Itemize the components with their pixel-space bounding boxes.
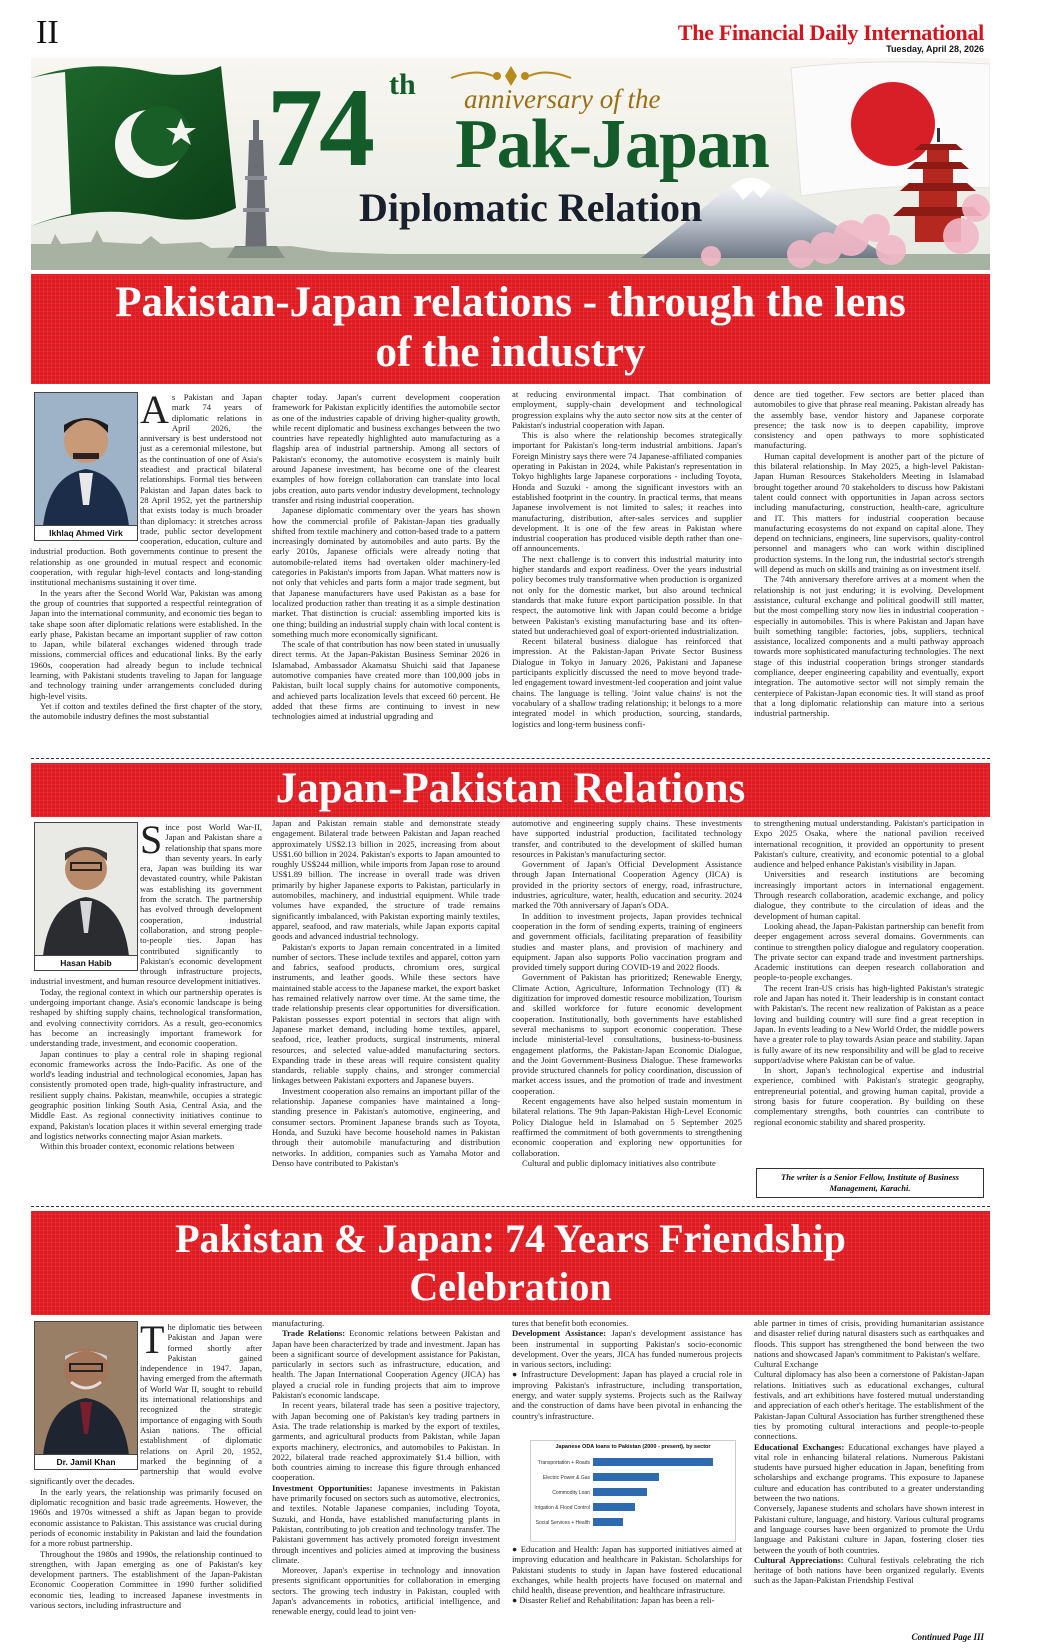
article3-headline-line1: Pakistan & Japan: 74 Years Friendship [175, 1216, 846, 1261]
article3-column3-bottom: ● Education and Health: Japan has supported initiatives aimed at improving education and healthcare in Pakistan. Scholarships for Pakistani students to study in Japan have fostered educational exchanges, while health projects have focused on maternal and child health, disease prevention, and healthcare infrastructure. ● Disaster Relief and Rehabilitation: Japan has been a reli- [512, 1544, 742, 1606]
article1-headline [31, 274, 990, 384]
dropcap: T [140, 1322, 165, 1362]
article1-column2: chapter today. Japan's current development cooperation framework for Pakistan explicitly identifies the automobile sector as one of the industries capable of driving higher-quality growth, while recent diplomatic and business exchanges between the two countries have repeatedly highlighted auto manufacturing as a flagship area of industrial partnership. Among all sectors of Pakistan's economy, the automotive ecosystem is mainly built around Japanese investment, has become one of the clearest examples of how foreign collaboration can translate into local jobs creation, auto parts vendor industry development, technology transfer and rising industrial cooperation. Japanese diplomatic commentary over the years has shown how the commercial profile of Pakistan-Japan ties gradually shifted from textile machinery and cotton-based trade to a pattern increasingly dominated by automobiles and auto parts. By the early 2010s, Japanese officials were already noting that automobile-related items had overtaken older machinery-led categories in Pakistan's imports from Japan. What matters now is not only that vehicles and parts form a major trade segment, but that Japanese manufacturers have used Pakistan as a base for localized production rather than treating it as a simple destination market. That distinction is crucial: assembling imported kits is one thing; building an industrial supply chain with local content is something much more economically significant. The scale of that contribution has now been stated in unusually direct terms. At the Japan-Pakistan Business Seminar 2026 in Islamabad, Ambassador Akamatsu Shuichi said that Japanese automotive companies have created more than 100,000 jobs in Pakistan, built local supply chains for automotive components, and achieved parts localization levels that exceed 60 percent. He added that these firms are continuing to invest in new technologies aimed at industrial upgrading and [272, 392, 500, 722]
anniversary-suffix: th [389, 68, 416, 101]
article1-column1: As Pakistan and Japan mark 74 years of diplomatic relations in April 2026, the anniversary is best understood not just as a ceremonial milestone, but as the continuation of one of Asia's steadiest and practical bilateral relationships. Formal ties between Pakistan and Japan dates back to 28 April 1952, yet the partnership that exists today is much broader than diplomacy: it stretches across trade, public sector development cooperation, education, culture and industrial production. Both governments continue to present the relationship as one grounded in mutual respect and economic cooperation, with regular high-level contacts and long-standing institutional mechanisms sustaining it over time. In the years after the Second World War, Pakistan was among the group of countries that supported a respectful reintegration of Japan into the international community, and economic ties began to take shape soon after diplomatic relations were established. In the early phase, Pakistan became an important supplier of raw cotton to Japan, while bilateral exchanges widened through trade missions, commercial offices and educational links. By the early 1960s, cooperation had already begun to include technical learning, with Pakistani students traveling to Japan for language and technology training under arrangements concluded during high-level visits. Yet if cotton and textiles defined the first chapter of the story, the automobile industry defines the most substantial [30, 392, 262, 722]
chart-category-label: Transportation + Roads [537, 1460, 590, 1466]
chart-bar [593, 1503, 635, 1511]
chart-bar [593, 1473, 659, 1481]
article2-headline-text: Japan-Pakistan Relations [275, 765, 746, 812]
chart-category-label: Electric Power & Gas [542, 1475, 590, 1481]
japan-flag-icon [791, 62, 990, 196]
article1-headline-line1: Pakistan-Japan relations - through the lens [115, 279, 906, 326]
article2-column1: Since post World War-II, Japan and Pakistan share a relationship that spans more than seventy years. In early era, Japan was building its war devastated country, while Pakistan was establishing its government from the scratch. The partnership has evolved through development cooperation, industrial collaboration, and strong people-to-people ties. Japan has contributed significantly to Pakistan's economic development through infrastructure projects, industrial investment, and human resource development initiatives. Today, the regional context in which our partnership operates is undergoing important change. Asia's economic landscape is being reshaped by shifting supply chains, technological transformation, and evolving connectivity corridors. As a result, geo-economics has become an increasingly important framework for understanding trade, investment, and economic cooperation. Japan continues to play a central role in shaping regional economic frameworks across the Indo-Pacific. As one of the world's leading industrial and technological economies, Japan has consistently promoted open trade, high-quality infrastructure, and resilient supply chains. Pakistan, meanwhile, occupies a strategic geographic position linking South Asia, Central Asia, and the Middle East. As regional connectivity initiatives continue to expand, Pakistan's location places it within several emerging trade and logistics networks connecting major Asian markets. Within this broader context, economic relations between [30, 822, 262, 1152]
chart-category-label: Irrigation & Flood Control [534, 1505, 590, 1511]
anniversary-banner [31, 58, 990, 270]
author-name: Dr. Jamil Khan [35, 1454, 137, 1469]
article1-headline-line2: of the industry [375, 329, 646, 376]
article2-column2: Japan and Pakistan remain stable and demonstrate steady engagement. Bilateral trade between Pakistan and Japan reached approximately US$2.13 billion in 2025, increasing from about US$1.60 billion in 2024. Pakistan's exports to Japan amounted to roughly US$244 million, while imports from Japan rose to around US$1.89 billion. The increase in overall trade was driven primarily by higher Japanese exports to Pakistan, particularly in automobiles, machinery, and industrial equipment. While trade volumes have expanded, the structure of trade remains significantly imbalanced, with Pakistan exporting mainly textiles, apparel, seafood, and raw materials, while Japan exports capital goods and advanced industrial technology. Pakistan's exports to Japan remain concentrated in a limited number of sectors. These include textiles and apparel, cotton yarn and fabrics, seafood products, chromium ores, surgical instruments, and leather goods. While these sectors have maintained stable access to the Japanese market, the export basket has remained relatively narrow over time. At the same time, the trade relationship presents clear opportunities for diversification. Pakistan possesses export potential in sectors that align with Japanese market demand, including home textiles, apparel, seafood, rice, leather products, surgical instruments, mineral resources, and selected value-added manufacturing sectors. Expanding trade in these areas will require consistent quality standards, reliable supply chains, and stronger commercial linkages between Pakistani exporters and Japanese buyers. Investment cooperation also remains an important pillar of the relationship. Japanese companies have maintained a long-standing presence in Pakistan's automotive, engineering, and consumer sectors. Prominent Japanese brands such as Toyota, Honda, and Suzuki have become household names in Pakistan through their automobile manufacturing and distribution networks. In addition, companies such as Yamaha Motor and Denso have contributed to Pakistan's [272, 818, 500, 1168]
continued-note: Continued Page III [911, 1632, 984, 1642]
banner-line3: Diplomatic Relation [359, 185, 703, 230]
chart-svg [531, 1450, 735, 1536]
article1-column3: at reducing environmental impact. That combination of employment, supply-chain development and technological progression explains why the auto sector now sits at the center of Pakistan's industrial cooperation with Japan. This is also where the relationship becomes strategically important for Pakistan's long-term industrial ambitions. Japan's Foreign Ministry says there were 74 Japanese-affiliated companies operating in Pakistan in 2024, while Pakistan's representation in Tokyo highlights large Japanese corporations - including Toyota, Honda and Suzuki - among the significant investors with an established footprint in the country. In practical terms, that means Japanese involvement is not limited to sales; it reaches into manufacturing, distribution, after-sales services and supplier development. It is one of the few areas in Pakistan where industrial cooperation has produced visible depth rather than one-off announcements. The next challenge is to convert this industrial maturity into higher standards and export readiness. Over the years industrial policy becomes truly transformative when production is organized not only for the domestic market, but also around technical standards that make future export participation possible. In that respect, the automotive link with Japan could become a bridge between Pakistan's existing manufacturing base and its often-stated but underachieved goal of export-oriented industrialization. Recent bilateral business dialogue has reinforced that impression. At the Pakistan-Japan Private Sector Business Dialogue in Tokyo in January 2026, Pakistani and Japanese participants explicitly discussed the need to move beyond trade-led engagement toward investment-led cooperation and joint value chains. The language is telling. 'Joint value chains' is not the vocabulary of a shallow trading relationship; it belongs to a more integrated model in which production, sourcing, standards, logistics and long-term business confi- [512, 389, 742, 729]
writer-note: The writer is a Senior Fellow, Institute of Business Management, Karachi. [756, 1168, 984, 1198]
dropcap: A [140, 392, 169, 432]
chart-category-label: Social Services + Health [535, 1520, 590, 1526]
chart-bar [593, 1458, 713, 1466]
divider [31, 758, 990, 759]
chart-title: Japanese ODA loans to Pakistan (2000 - present), by sector [555, 1444, 711, 1450]
divider [31, 1206, 990, 1207]
oda-chart [530, 1440, 736, 1542]
article3-column4: able partner in times of crisis, providing humanitarian assistance and disaster relief during natural disasters such as earthquakes and floods. This support has strengthened the bond between the two nations and showcased Japan's commitment to Pakistan's welfare. Cultural Exchange Cultural diplomacy has also been a cornerstone of Pakistan-Japan relations. Initiatives such as educational exchanges, cultural festivals, and art exhibitions have fostered mutual understanding and appreciation of each other's heritage. The establishment of the Pakistan-Japan Cultural Association has further strengthened these ties by promoting cultural interactions and people-to-people connections. Educational Exchanges: Educational exchanges have played a vital role in enhancing bilateral relations. Numerous Pakistani students have pursued higher education in Japan, benefiting from scholarships and exchange programs. This exposure to Japanese culture and education has contributed to a greater understanding between the two nations. Conversely, Japanese students and scholars have shown interest in Pakistani culture, language, and history. Various cultural programs and language courses have been organized to promote the Urdu language and Pakistani culture in Japan, fostering closer ties between the youth of both countries. Cultural Appreciations: Cultural festivals celebrating the rich heritage of both nations have been organized regularly. Events such as the Japan-Pakistan Friendship Festival [754, 1318, 984, 1586]
article2-column4: to strengthening mutual understanding. Pakistan's participation in Expo 2025 Osaka, where the national pavilion received international recognition, it provided an opportunity to present Pakistan's culture, creativity, and economic potential to a global audience and helped enhance Pakistan's visibility in Japan. Universities and research institutions are becoming increasingly important actors in international engagement. Through research collaboration, academic exchange, and policy dialogue, they contribute to the circulation of ideas and the development of human capital. Looking ahead, the Japan-Pakistan partnership can benefit from deeper engagement across several domains. Governments can continue to strengthen policy dialogue and regulatory cooperation. The private sector can expand trade and investment partnerships. Academic institutions can deepen research collaboration and people-to-people exchanges. The recent Iran-US crisis has high-lighted Pakistan's strategic role and Japan has noted it. Their leadership is in constant contact with Pakistan's. The recent new realization of Pakistan as a peace loving and building country will sure find a great reception in Japan. In events leading to a New World Order, the middle powers have a greater role to play towards Asian peace and stability. Japan is fully aware of its new responsibility and will be glad to receive support/advise where Pakistan can be of value. In short, Japan's technological expertise and industrial experience, combined with Pakistan's strategic geography, entrepreneurial potential, and growing human capital, provide a strong basis for future cooperation. By building on these complementary strengths, both countries can contribute to regional economic stability and shared prosperity. [754, 818, 984, 1127]
newspaper-name: The Financial Daily International [677, 20, 984, 45]
banner-line1: anniversary of the [464, 84, 661, 114]
author-name: Hasan Habib [35, 955, 137, 970]
banner-line2: Pak-Japan [455, 106, 769, 183]
article2-column3: automotive and engineering supply chains. These investments have supported industrial production, facilitated technology transfer, and contributed to the development of skilled human resources in Pakistan's manufacturing sector. Government of Japan's Official Development Assistance through Japan International Cooperation Agency (JICA) is provided in the priority sectors of energy, road, infrastructure, industries, agriculture, water, health, education and security. 2024 marked the 70th anniversary of Japan's ODA. In addition to investment projects, Japan provides technical cooperation in the form of sending experts, training of engineers and government officials, facilitating preparation of feasibility studies and master plans, and provision of machinery and equipment. Japan also supports Polio vaccination program and provided timely support during COVID-19 and 2022 floods. Government of Pakistan has prioritized; Renewable Energy, Climate Action, Agriculture, Information Technology (IT) & digitization for improved domestic resource mobilization, Tourism and skilled workforce for future economic development cooperation. Institutionally, both governments have established several mechanisms to support economic cooperation. These include ministerial-level consultations, business-to-business engagement platforms, the Pakistan-Japan Economic Dialogue, and the Joint Government-Business Dialogue. These frameworks provide structured channels for policy coordination, discussion of market access issues, and the promotion of trade and investment cooperation. Recent engagements have also helped sustain momentum in bilateral relations. The 9th Japan-Pakistan High-Level Economic Policy Dialogue held in Islamabad on 5 September 2025 reaffirmed the commitment of both governments to strengthening economic cooperation and exploring new opportunities for collaboration. Cultural and public diplomacy initiatives also contribute [512, 818, 742, 1168]
chart-bar [593, 1518, 623, 1526]
article3-column2: manufacturing. Trade Relations: Economic relations between Pakistan and Japan have been characterized by trade and investment. Japan has been a significant source of development assistance for Pakistan, particularly in sectors such as infrastructure, education, and health. The Japan International Cooperation Agency (JICA) has played a crucial role in funding projects that aim to improve Pakistan's economic landscape. In recent years, bilateral trade has seen a positive trajectory, with Japan becoming one of Pakistan's key trading partners in Asia. The trade relationship is marked by the export of textiles, garments, and agricultural products from Pakistan, while Japan exports machinery, electronics, and automobiles to Pakistan. In 2022, bilateral trade reached approximately $1.4 billion, with both countries aiming to increase this figure through enhanced cooperation. Investment Opportunities: Japanese investments in Pakistan have primarily focused on sectors such as automotive, electronics, and textiles. Notable Japanese companies, including Toyota, Suzuki, and Honda, have established manufacturing plants in Pakistan, contributing to job creation and technology transfer. The Pakistani government has actively promoted foreign investment through incentives and policies aimed at improving the business climate. Moreover, Japan's expertise in technology and innovation presents significant opportunities for collaboration in emerging sectors. The growing tech industry in Pakistan, coupled with Japan's advancements in robotics, artificial intelligence, and renewable energy, could lead to joint ven- [272, 1318, 500, 1617]
chart-bar [593, 1488, 647, 1496]
article3-column1: The diplomatic ties between Pakistan and Japan were formed shortly after Pakistan gained independence in 1947. Japan, having emerged from the aftermath of World War II, sought to rebuild its international relationships and recognized the strategic importance of engaging with South Asian nations. The official establishment of diplomatic relations on April 20, 1952, marked the beginning of a partnership that would evolve significantly over the decades. In the early years, the relationship was primarily focused on diplomatic recognition and basic trade agreements. However, the 1960s and 1970s witnessed a shift as Japan began to provide economic assistance to Pakistan. This assistance was crucial during periods of economic instability in Pakistan and laid the foundation for a more robust partnership. Throughout the 1980s and 1990s, the relationship continued to strengthen, with Japan emerging as one of Pakistan's key development partners. The establishment of the Japan-Pakistan Economic Cooperation Committee in 1990 further solidified economic ties, leading to increased Japanese investments in various sectors, including infrastructure and [30, 1322, 262, 1611]
anniversary-number: 74 [267, 66, 371, 190]
article2-headline [31, 763, 990, 817]
pakistan-flag-icon [31, 66, 236, 226]
chart-category-label: Commodity Loan [552, 1490, 590, 1496]
page-number: II [36, 14, 59, 51]
article3-headline-line2: Celebration [409, 1264, 612, 1309]
masthead [678, 20, 984, 54]
article3-headline [31, 1211, 990, 1315]
dropcap: S [140, 822, 163, 862]
issue-date: Tuesday, April 28, 2026 [886, 44, 984, 54]
author-name: Ikhlaq Ahmed Virk [35, 525, 137, 540]
article3-column3-top: tures that benefit both economies. Development Assistance: Japan's development assistance has been instrumental in supporting Pakistan's socio-economic development. Over the years, JICA has funded numerous projects in various sectors, including: ● Infrastructure Development: Japan has played a crucial role in improving Pakistan's infrastructure, including transportation, energy, and water supply systems. Projects such as the Railway and the construction of dams have been pivotal in enhancing the country's infrastructure. [512, 1318, 742, 1421]
article1-column4: dence are tied together. Few sectors are better placed than automobiles to give that phrase real meaning. Pakistan already has the assembly base, vendor history and Japanese corporate presence; the task now is to deepen capability, improve consistency and open pathways to more sophisticated manufacturing. Human capital development is another part of the picture of this bilateral relationship. In May 2025, a high-level Pakistan-Japan Human Resources Stakeholders Meeting in Islamabad brought together around 70 stakeholders to discuss how Pakistani talent could connect with opportunities in Japan across sectors including manufacturing, construction, health-care, agriculture and IT. This matters for industrial cooperation because manufacturing ecosystems do not expand on capital alone. They depend on technicians, engineers, line supervisors, quality-control personnel and managers who can work within disciplined production systems. In the long run, the industrial sector's strength will depend as much on skills and training as on investment itself. The 74th anniversary therefore arrives at a moment when the relationship is not just enduring; it is evolving. Development assistance, cultural exchange and political goodwill still matter, but the most compelling story now lies in industrial cooperation - especially in automobiles. This is where Pakistan and Japan have built something tangible: factories, jobs, suppliers, technical assistance, localized components and a multi pathway approach towards more sophisticated manufacturing technologies. The next stage of this industrial cooperation brings stronger standards compliance, deeper engineering capability and eventually, export integration. The automotive sector will not simply remain the centerpiece of Pakistan-Japan economic ties. It will stand as proof that a long diplomatic relationship can mature into a serious industrial partnership. [754, 389, 984, 719]
